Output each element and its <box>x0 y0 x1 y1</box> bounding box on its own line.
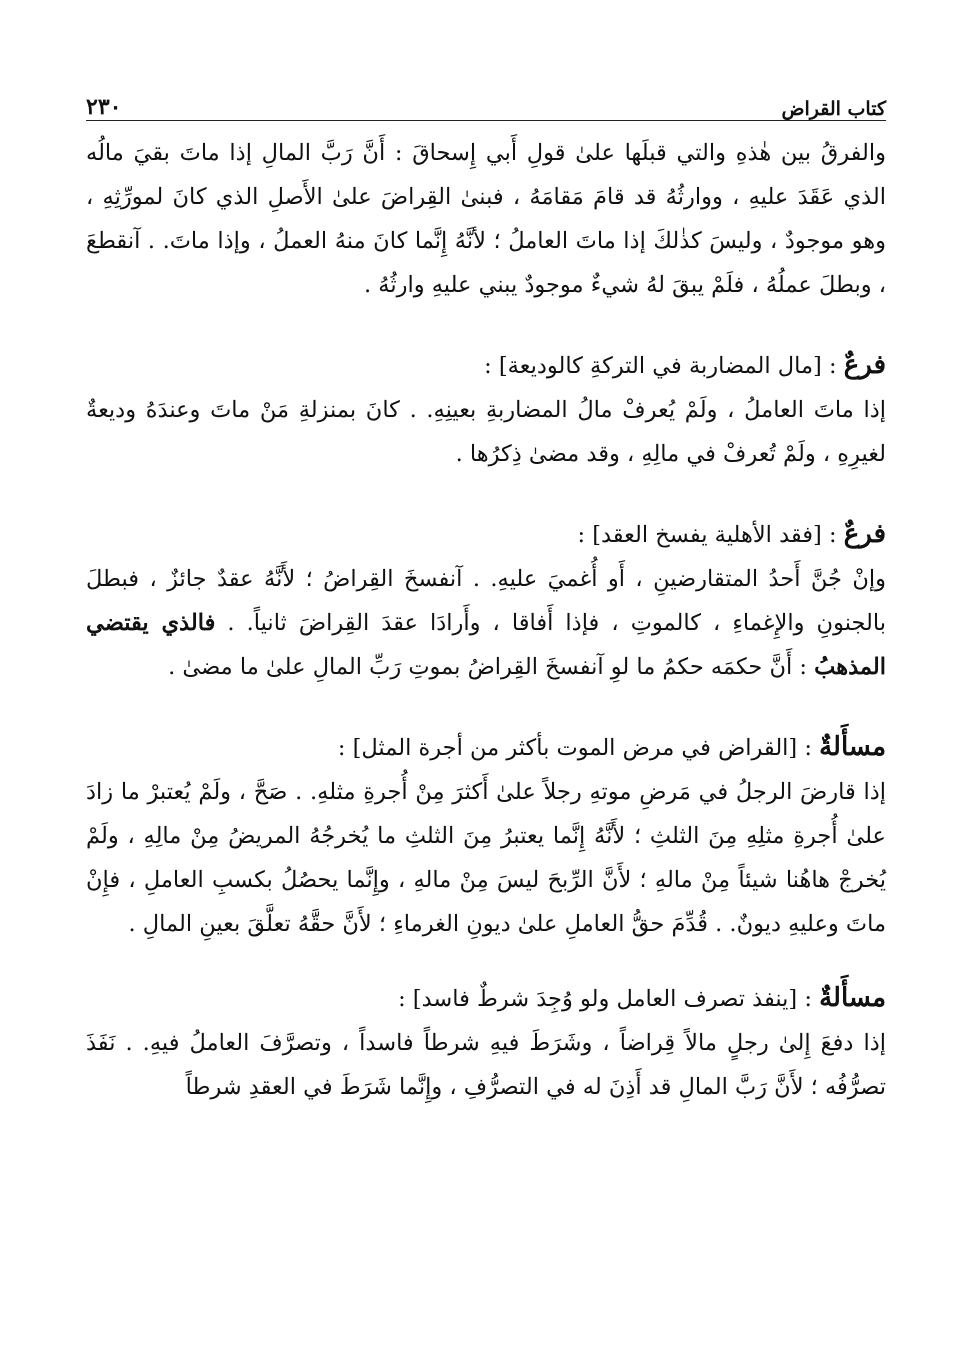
far1-keyword: فرعٌ <box>843 350 886 380</box>
mas1-heading <box>86 725 886 770</box>
far2-heading <box>86 512 886 557</box>
far1-title: : [مال المضاربة في التركةِ كالوديعة] : <box>484 353 844 379</box>
page-number: ٢٣٠ <box>86 94 122 120</box>
far2-title: : [فقد الأهلية يفسخ العقد] : <box>577 522 844 548</box>
mas1-keyword: مسأَلةٌ <box>819 732 886 762</box>
mas2-title: : [ينفذ تصرف العامل ولو وُجِدَ شرطٌ فاسد] : <box>398 986 820 1012</box>
mas2-heading <box>86 976 886 1021</box>
mas1-title: : [القراض في مرض الموت بأكثر من أجرة المثل] : <box>337 735 820 761</box>
book-title: كتاب القراض <box>781 98 886 120</box>
far2-text-a: وإنْ جُنَّ أَحدُ المتقارضينِ ، أَو أُغميَ عليهِ. . آنفسخَ القِراضُ ؛ لأَنَّهُ عقدٌ جائزٌ ، فبطلَ بالجنونِ والإِغماءِ ، كالموتِ ، فإذا أَفاقا ، وأَرادَا عقدَ القِراضَ ثانياً. . <box>86 566 886 636</box>
far2-text-b: : أَنَّ حكمَه حكمُ ما لوِ آنفسخَ القِراضُ بموتِ رَبِّ المالِ علىٰ ما مضىٰ . <box>168 654 815 680</box>
book-page <box>86 70 886 1109</box>
far2-bold-term: فالذي يقتضي المذهبُ <box>86 610 886 680</box>
intro-paragraph: والفرقُ بين هٰذهِ والتي قبلَها علىٰ قولِ أَبي إِسحاقَ : أَنَّ رَبَّ المالِ إذا ماتَ بقيَ مالُه الذي عَقَدَ عليهِ ، ووارثُهُ قد قامَ مَقامَهُ ، فبنىٰ القِراضَ علىٰ الأَصلِ الذي كانَ لمورِّثِهِ ، وهو موجودٌ ، وليسَ كذٰلكَ إذا ماتَ العاملُ ؛ لأنَّهُ إِنَّما كانَ منهُ العملُ ، وإذا ماتَ. . آنقطعَ ، وبطلَ عملُهُ ، فلَمْ يبقَ لهُ شيءٌ موجودٌ يبني عليهِ وارثُهُ . <box>86 140 886 298</box>
mas1-paragraph: إذا قارضَ الرجلُ في مَرضِ موتهِ رجلاً علىٰ أَكثرَ مِنْ أُجرةِ مثلهِ. . صَحَّ ، ولَمْ يُعتبرْ ما زادَ علىٰ أُجرةِ مثلِهِ مِنَ الثلثِ ؛ لأَنَّهُ إِنَّما يعتبرُ مِنَ الثلثِ ما يُخرجُهُ المريضُ مِنْ مالِهِ ، ولَمْ يُخرجْ هاهُنا شيئاً مِنْ مالهِ ؛ لأَنَّ الرِّبحَ ليسَ مِنْ مالهِ ، وإِنَّما يحصُلُ بكسبِ العاملِ ، فإِنْ ماتَ وعليهِ ديونٌ. . قُدِّمَ حقُّ العاملِ علىٰ ديونِ الغرماءِ ؛ لأَنَّ حقَّهُ تعلَّقَ بعينِ المالِ . <box>86 779 886 937</box>
far2-keyword: فرعٌ <box>843 519 886 549</box>
far2-paragraph <box>86 557 886 689</box>
far1-heading <box>86 343 886 388</box>
mas2-keyword: مسأَلةٌ <box>819 983 886 1013</box>
far1-paragraph: إذا ماتَ العاملُ ، ولَمْ يُعرفْ مالُ المضاربةِ بعينِهِ. . كانَ بمنزلةِ مَنْ ماتَ وعندَهُ وديعةٌ لغيرِهِ ، ولَمْ تُعرفْ في مالِهِ ، وقد مضىٰ ذِكرُها . <box>86 397 886 467</box>
mas2-paragraph: إذا دفعَ إِلىٰ رجلٍ مالاً قِراضاً ، وشَرَطَ فيهِ شرطاً فاسداً ، وتصرَّفَ العاملُ فيهِ. . نَفَذَ تصرُّفُه ؛ لأَنَّ رَبَّ المالِ قد أَذِنَ له في التصرُّفِ ، وإِنَّما شَرَطَ في العقدِ شرطاً <box>86 1030 886 1100</box>
running-header <box>86 70 886 121</box>
